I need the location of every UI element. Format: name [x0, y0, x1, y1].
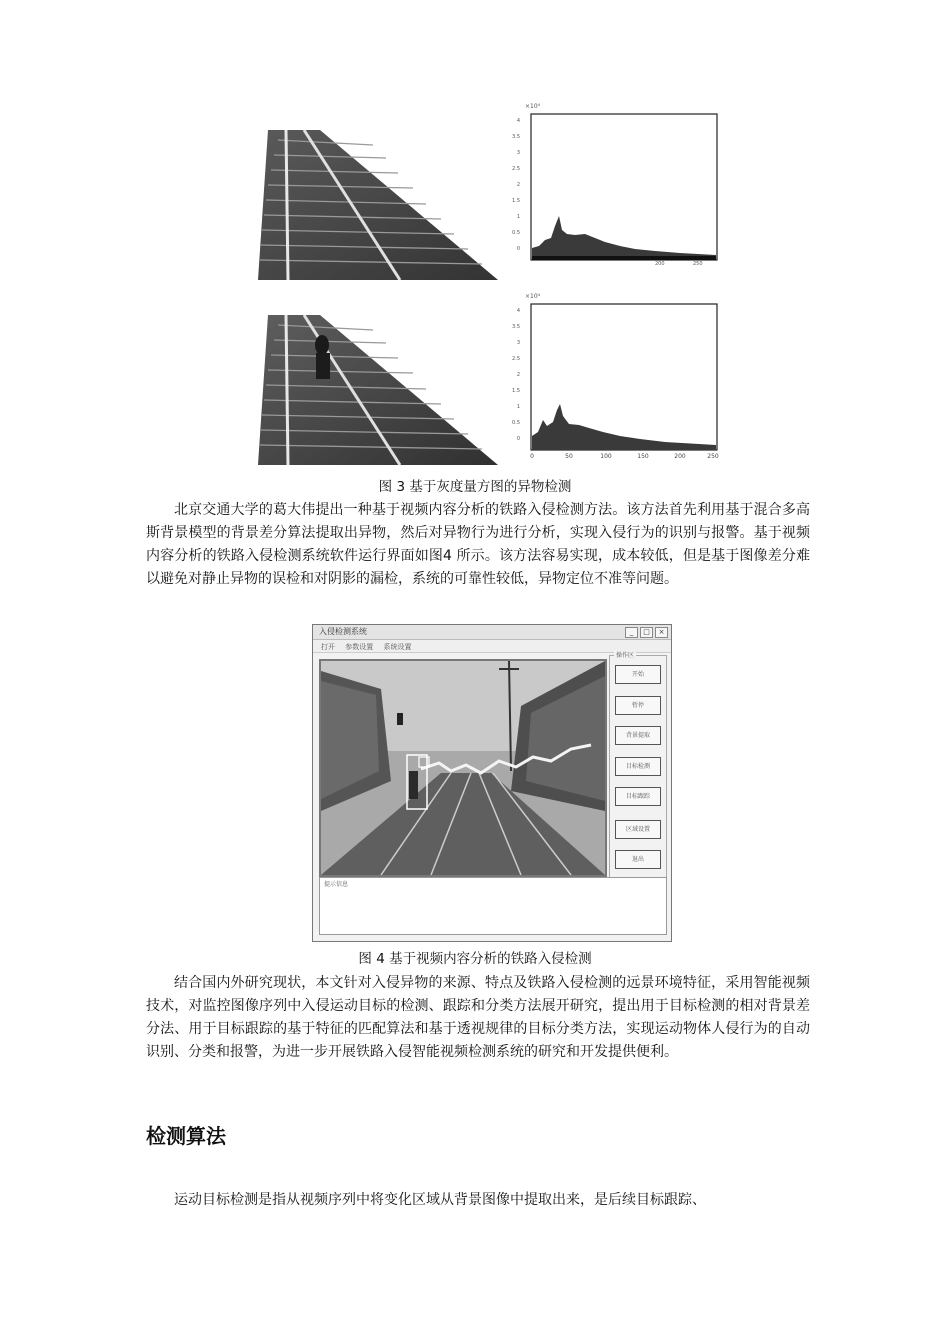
close-icon[interactable]: × [655, 627, 668, 638]
svg-text:4: 4 [516, 118, 520, 124]
menu-item-open[interactable]: 打开 [321, 643, 335, 651]
svg-text:3: 3 [516, 340, 520, 346]
svg-text:0: 0 [516, 436, 520, 442]
svg-text:1: 1 [516, 214, 520, 220]
region-setting-button[interactable]: 区域设置 [615, 820, 661, 839]
control-panel-label: 操作区 [616, 652, 635, 659]
software-window [312, 624, 672, 942]
target-detect-button[interactable]: 目标检测 [615, 757, 661, 776]
svg-text:1: 1 [516, 404, 520, 410]
paragraph-text: 结合国内外研究现状，本文针对入侵异物的来源、特点及铁路入侵检测的远景环境特征，采用智能视频技术，对监控图像序列中入侵运动目标的检测、跟踪和分类方法展开研究，提出用于目标检测的相对背景差分法、用于目标跟踪的基于特征的匹配算法和基于透视规律的目标分类方法，实现运动物体人侵行为的自动识别、分类和报警，为进一步开展铁路入侵智能视频检测系统的研究和开发提供便利。 [146, 975, 810, 1060]
paragraph-research [146, 972, 810, 1064]
window-titlebar [313, 625, 671, 640]
paragraph-text: 运动目标检测是指从视频序列中将变化区域从背景图像中提取出来，是后续目标跟踪、 [174, 1192, 706, 1208]
target-track-button[interactable]: 目标跟踪 [615, 787, 661, 806]
menu-item-system[interactable]: 系统设置 [383, 643, 412, 651]
exit-button[interactable]: 退出 [615, 850, 661, 869]
railway-image-intrusion [258, 315, 498, 465]
svg-text:3: 3 [516, 150, 520, 156]
menu-item-params[interactable]: 参数设置 [345, 643, 374, 651]
railway-scene-image [321, 661, 605, 875]
svg-text:3.5: 3.5 [512, 324, 520, 330]
svg-text:2: 2 [516, 182, 520, 188]
window-title: 入侵检测系统 [319, 627, 367, 636]
svg-text:0: 0 [516, 246, 520, 252]
section-heading: 检测算法 [146, 1124, 226, 1148]
svg-text:3.5: 3.5 [512, 134, 520, 140]
svg-text:0.5: 0.5 [512, 420, 520, 426]
svg-text:0: 0 [530, 453, 534, 460]
svg-text:4: 4 [516, 308, 520, 314]
railway-image-background [258, 130, 498, 280]
svg-text:250: 250 [693, 261, 703, 267]
figure-3-caption: 图 3 基于灰度量方图的异物检测 [378, 479, 572, 495]
maximize-icon[interactable]: □ [640, 627, 653, 638]
paragraph-text: 北京交通大学的葛大伟提出一种基于视频内容分析的铁路入侵检测方法。该方法首先利用基于混合多高斯背景模型的背景差分算法提取出异物，然后对异物行为进行分析，实现入侵行为的识别与报警。基于视频内容分析的铁路入侵检测系统软件运行界面如图4 所示。该方法容易实现，成本较低，但是基于图像差分难以避免对静止异物的误检和对阴影的漏检，系统的可靠性较低，异物定位不准等问题。 [146, 502, 810, 587]
svg-text:×10⁴: ×10⁴ [525, 293, 541, 300]
pause-button[interactable]: 暂停 [615, 696, 661, 715]
svg-text:1.5: 1.5 [512, 198, 520, 204]
svg-text:100: 100 [600, 453, 612, 460]
histogram-background [505, 100, 720, 270]
svg-text:200: 200 [655, 261, 665, 267]
svg-text:1.5: 1.5 [512, 388, 520, 394]
background-extract-button[interactable]: 背景提取 [615, 726, 661, 745]
svg-text:2.5: 2.5 [512, 356, 520, 362]
svg-text:200: 200 [674, 453, 686, 460]
control-panel [609, 652, 667, 879]
svg-text:×10⁴: ×10⁴ [525, 103, 541, 110]
video-frame [319, 659, 607, 877]
message-log-label: 提示信息 [324, 881, 349, 888]
svg-text:150: 150 [637, 453, 649, 460]
svg-text:250: 250 [707, 453, 719, 460]
svg-text:50: 50 [565, 453, 573, 460]
start-button[interactable]: 开始 [615, 665, 661, 684]
svg-text:2.5: 2.5 [512, 166, 520, 172]
message-log [319, 877, 667, 935]
svg-text:2: 2 [516, 372, 520, 378]
minimize-icon[interactable]: _ [625, 627, 638, 638]
svg-text:0.5: 0.5 [512, 230, 520, 236]
paragraph-detection [146, 1189, 810, 1212]
figure-4-caption: 图 4 基于视频内容分析的铁路入侵检测 [358, 951, 592, 967]
paragraph-intro [146, 499, 810, 591]
histogram-intrusion [505, 290, 720, 460]
